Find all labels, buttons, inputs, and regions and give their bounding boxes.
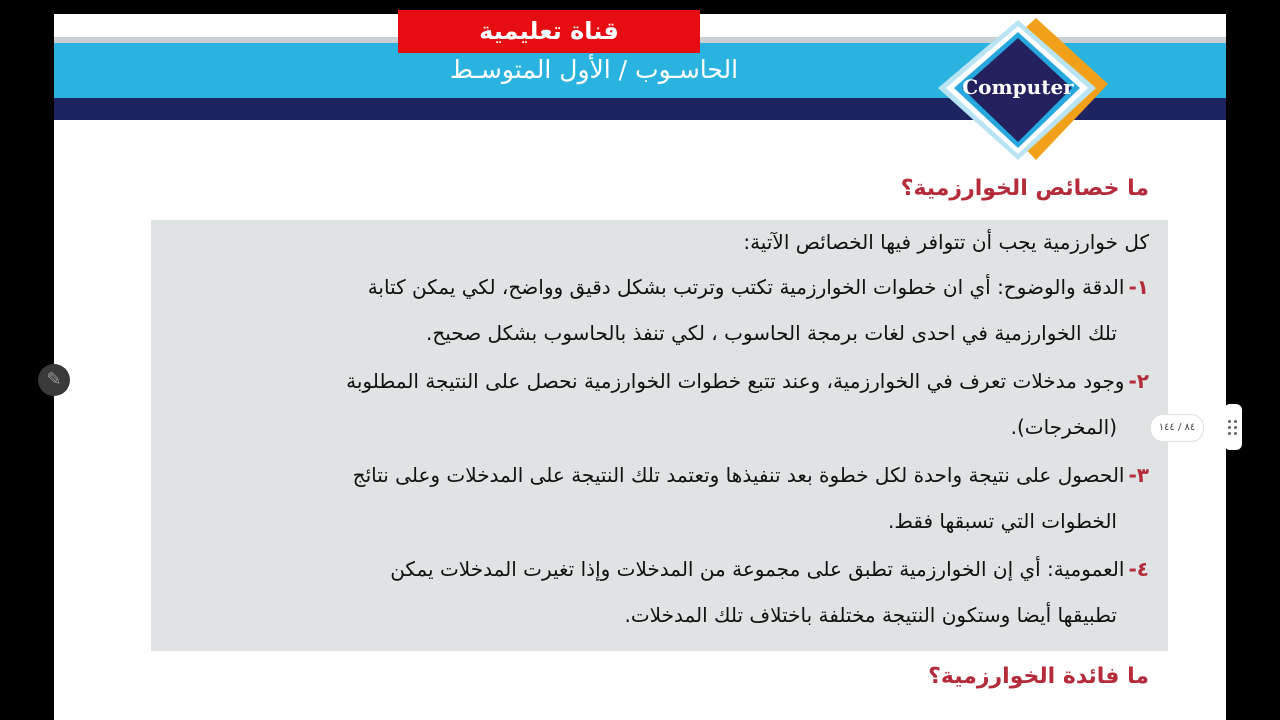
- item-line: (المخرجات).: [1010, 415, 1117, 439]
- pencil-icon[interactable]: ✎: [38, 364, 70, 396]
- item-line: وجود مدخلات تعرف في الخوارزمية، وعند تتبع خطوات الخوارزمية نحصل على النتيجة المطلوبة: [346, 369, 1125, 393]
- computer-logo: [918, 14, 1118, 162]
- item-line: الخطوات التي تسبقها فقط.: [887, 509, 1117, 533]
- drag-handle-icon[interactable]: [1224, 404, 1242, 450]
- intro-text: كل خوارزمية يجب أن تتوافر فيها الخصائص الآتية:: [743, 230, 1149, 254]
- logo-text: Computer: [962, 75, 1074, 99]
- section-heading-benefit: ما فائدة الخوارزمية؟: [928, 664, 1149, 689]
- item-line: الدقة والوضوح: أي ان خطوات الخوارزمية تكتب وترتب بشكل دقيق وواضح، لكي يمكن كتابة: [367, 275, 1125, 299]
- item-line: تلك الخوارزمية في احدى لغات برمجة الحاسوب ، لكي تنفذ بالحاسوب بشكل صحيح.: [425, 321, 1117, 345]
- list-item: [169, 264, 1149, 356]
- page-counter[interactable]: ٨٤ / ١٤٤: [1150, 414, 1204, 442]
- item-line: العمومية: أي إن الخوارزمية تطبق على مجموعة من المدخلات وإذا تغيرت المدخلات يمكن: [390, 557, 1125, 581]
- section-heading-characteristics: ما خصائص الخوارزمية؟: [900, 176, 1149, 201]
- item-number: ١-: [1128, 275, 1149, 299]
- list-item: [169, 452, 1149, 544]
- item-number: ٤-: [1128, 557, 1149, 581]
- list-item: [169, 358, 1149, 450]
- header-title: الحاسـوب / الأول المتوسـط: [449, 55, 739, 84]
- item-line: تطبيقها أيضا وستكون النتيجة مختلفة باختلاف تلك المدخلات.: [624, 603, 1117, 627]
- item-line: الحصول على نتيجة واحدة لكل خطوة بعد تنفيذها وتعتمد تلك النتيجة على المدخلات وعلى نتائج: [352, 463, 1125, 487]
- item-number: ٣-: [1128, 463, 1149, 487]
- item-number: ٢-: [1128, 369, 1149, 393]
- channel-badge: قناة تعليمية: [398, 10, 700, 53]
- list-item: [169, 546, 1149, 638]
